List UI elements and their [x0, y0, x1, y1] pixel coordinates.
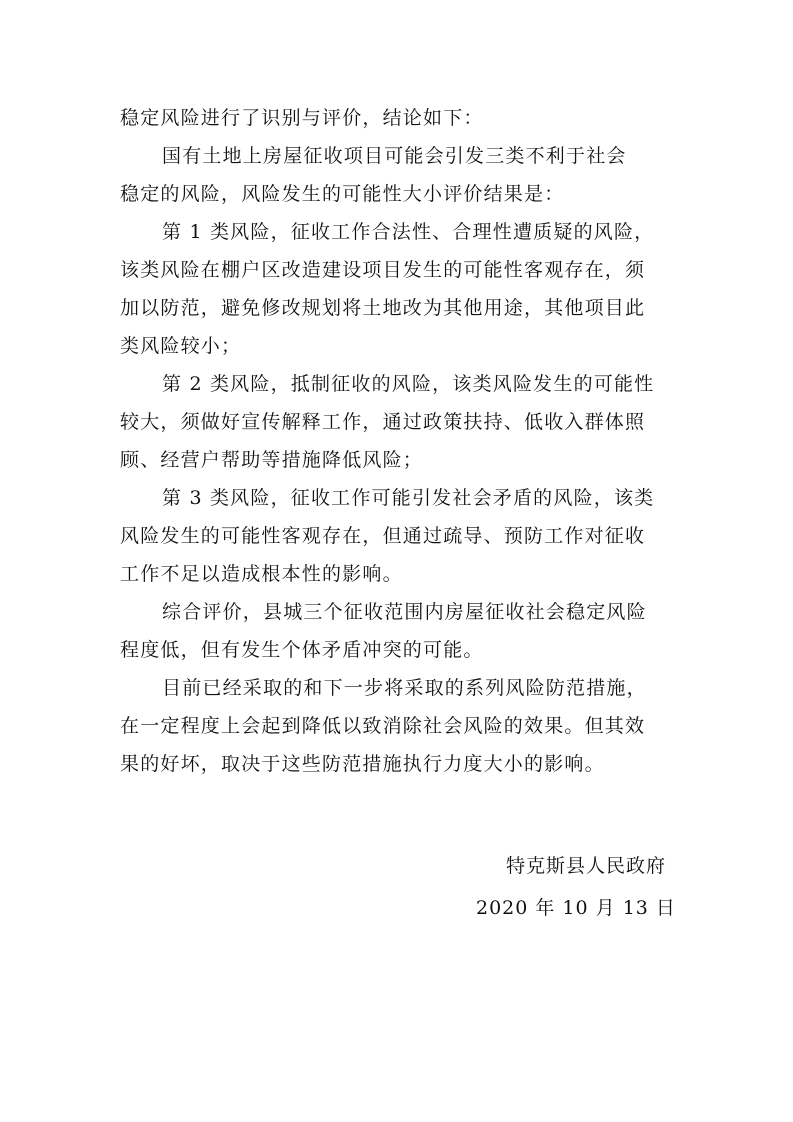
body-line: 目前已经采取的和下一步将采取的系列风险防范措施，: [162, 677, 647, 699]
body-line: 风险发生的可能性客观存在，但通过疏导、预防工作对征收: [120, 525, 646, 547]
signature-block: [476, 845, 696, 929]
issue-date: 2020 年 10 月 13 日: [476, 897, 676, 919]
body-line: 第 2 类风险，抵制征收的风险，该类风险发生的可能性: [162, 373, 655, 395]
body-line: 类风险较小；: [120, 335, 242, 357]
body-line: 国有土地上房屋征收项目可能会引发三类不利于社会: [162, 145, 627, 167]
body-line: 稳定的风险，风险发生的可能性大小评价结果是：: [120, 183, 565, 205]
body-line: 稳定风险进行了识别与评价，结论如下：: [120, 107, 484, 129]
body-line: 第 1 类风险，征收工作合法性、合理性遭质疑的风险，: [162, 221, 655, 243]
body-line: 工作不足以造成根本性的影响。: [120, 563, 403, 585]
document-body: [120, 99, 680, 783]
body-line: 在一定程度上会起到降低以致消除社会风险的效果。但其效: [120, 715, 646, 737]
body-line: 果的好坏，取决于这些防范措施执行力度大小的影响。: [120, 753, 605, 775]
body-line: 该类风险在棚户区改造建设项目发生的可能性客观存在，须: [120, 259, 646, 281]
body-line: 加以防范，避免修改规划将土地改为其他用途，其他项目此: [120, 297, 646, 319]
body-line: 综合评价，县城三个征收范围内房屋征收社会稳定风险: [162, 601, 647, 623]
body-line: 程度低，但有发生个体矛盾冲突的可能。: [120, 639, 484, 661]
issuing-organization: 特克斯县人民政府: [506, 855, 667, 877]
body-line: 第 3 类风险，征收工作可能引发社会矛盾的风险，该类: [162, 487, 655, 509]
body-line: 较大，须做好宣传解释工作，通过政策扶持、低收入群体照: [120, 411, 646, 433]
body-line: 顾、经营户帮助等措施降低风险；: [120, 449, 424, 471]
